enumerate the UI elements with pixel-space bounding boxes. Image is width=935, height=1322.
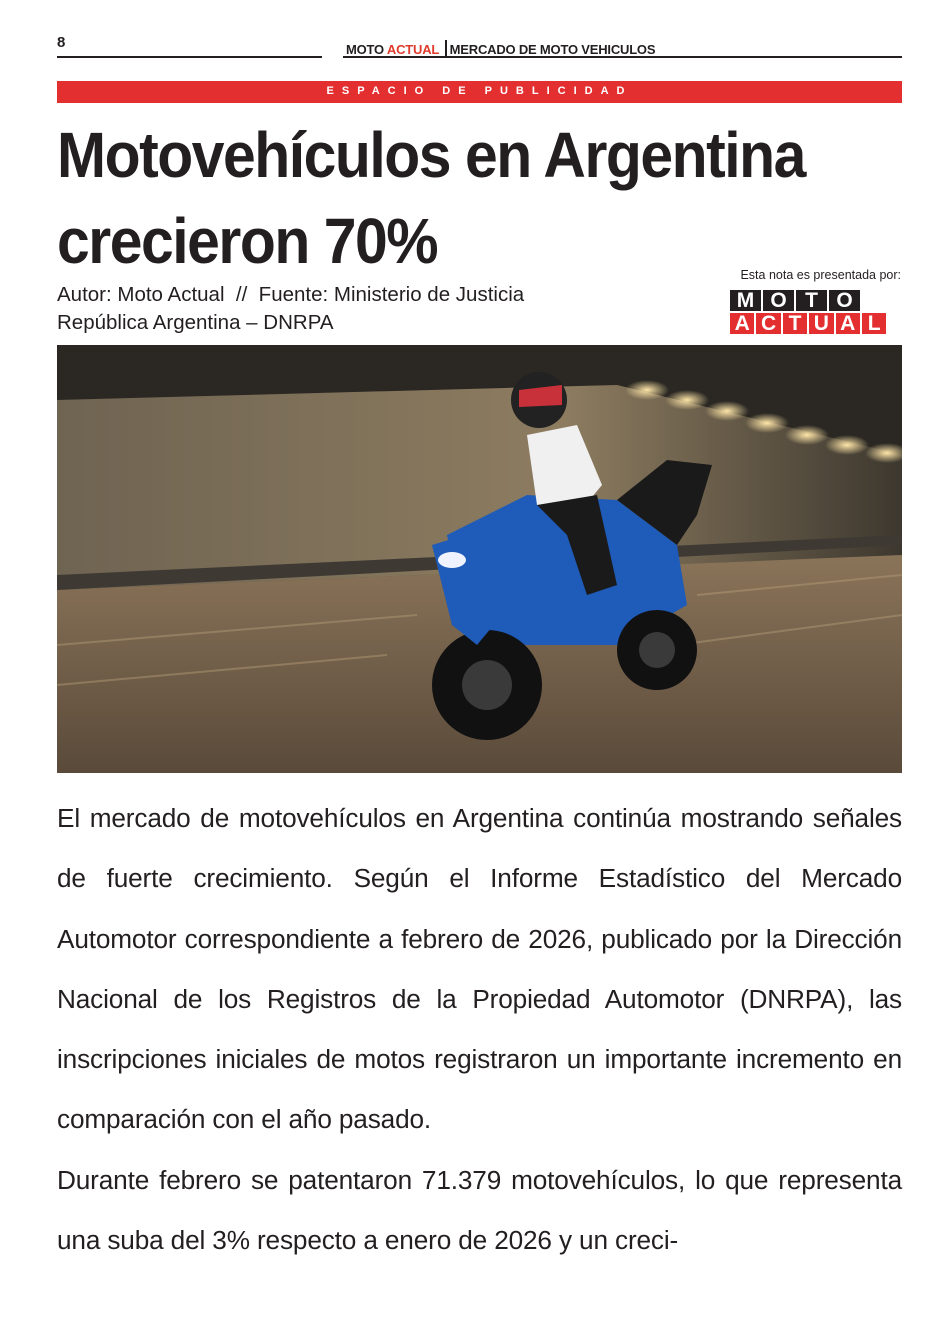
body-paragraph-1: El mercado de motovehículos en Argentina continúa mostrando señales de fuerte crecimiento. Según el Informe Estadístico del Mercado Automotor correspondiente a febrero de 2026, publicado por la Dirección Nacional de los Registros de la Propiedad Automotor (DNRPA), las inscripciones iniciales de motos registraron un importante incremento en comparación con el año pasado. bbox=[57, 803, 902, 1135]
sponsor-caption: Esta nota es presentada por: bbox=[740, 268, 901, 282]
logo-word-moto bbox=[730, 290, 886, 311]
logo-letter: C bbox=[756, 313, 780, 334]
logo-letter: L bbox=[862, 313, 886, 334]
logo-letter: T bbox=[783, 313, 807, 334]
logo-letter: T bbox=[796, 290, 827, 311]
logo-letter: O bbox=[829, 290, 860, 311]
page-number: 8 bbox=[57, 34, 66, 51]
headline-line-2: crecieron 70% bbox=[57, 205, 438, 277]
header-divider bbox=[445, 40, 447, 57]
article-byline bbox=[57, 281, 524, 337]
running-header bbox=[346, 40, 655, 57]
header-section: MERCADO DE MOTO VEHICULOS bbox=[449, 42, 656, 57]
header-brand-actual: ACTUAL bbox=[386, 42, 440, 57]
article-photo-scooter-tunnel bbox=[57, 345, 902, 773]
logo-letter: U bbox=[809, 313, 833, 334]
logo-letter: A bbox=[730, 313, 754, 334]
moto-actual-logo bbox=[730, 290, 886, 336]
article-body bbox=[57, 788, 902, 1270]
logo-word-actual bbox=[730, 313, 886, 334]
body-paragraph-2: Durante febrero se patentaron 71.379 motovehículos, lo que representa una suba del 3% respecto a enero de 2026 y un creci- bbox=[57, 1164, 902, 1256]
header-brand-moto: MOTO bbox=[346, 42, 384, 57]
logo-letter: A bbox=[836, 313, 860, 334]
header-rule-left bbox=[57, 56, 322, 58]
logo-letter: O bbox=[763, 290, 794, 311]
headline-line-1: Motovehículos en Argentina bbox=[57, 119, 805, 191]
article-headline bbox=[57, 112, 834, 284]
scooter-rider-illustration bbox=[57, 345, 902, 773]
byline-line-2: República Argentina – DNRPA bbox=[57, 311, 334, 334]
byline-line-1: Autor: Moto Actual // Fuente: Ministerio de Justicia bbox=[57, 283, 525, 306]
logo-letter: M bbox=[730, 290, 761, 311]
advertising-banner: ESPACIO DE PUBLICIDAD bbox=[57, 81, 902, 103]
